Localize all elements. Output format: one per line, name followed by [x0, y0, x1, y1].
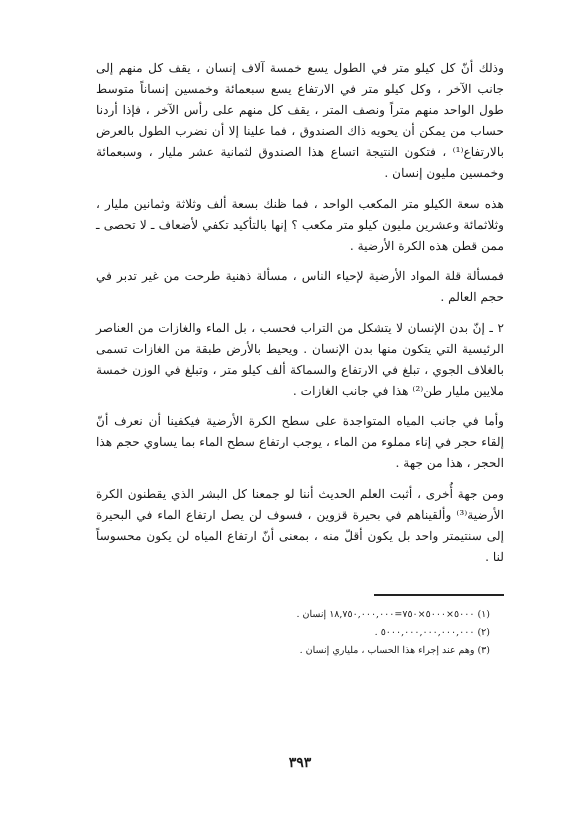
body-paragraph: وذلك أنّ كل كيلو متر في الطول يسع خمسة آلاف إنسان ، يقف كل منهم إلى جانب الآخر ، وكل كيلو متر في الارتفاع يسع سبعمائة وخمسين إنساناً متوسط طول الواحد منهم متراً ونصف المتر ، يقف كل منهم على رأس الآخر ، فإذا أردنا حساب من يمكن أن يحويه ذاك الصندوق ، فما علينا إلا أن نضرب الطول بالعرض بالارتفاع⁽¹⁾ ، فتكون النتيجة اتساع هذا الصندوق لثمانية عشر مليار ، وسبعمائة وخمسين مليون إنسان . [96, 61, 504, 180]
footnote-divider [374, 594, 504, 596]
body-paragraph: هذه سعة الكيلو متر المكعب الواحد ، فما ظنك بسعة ألف وثلاثة وثمانين مليار ، وثلاثمائة وعشرين مليون كيلو متر مكعب ؟ إنها بالتأكيد تكفي لأضعاف ـ لا تحصى ـ ممن قطن هذه الكرة الأرضية . [96, 197, 504, 253]
body-paragraph: وأما في جانب المياه المتواجدة على سطح الكرة الأرضية فيكفينا أن نعرف أنّ إلقاء حجر في إناء مملوء من الماء ، يوجب ارتفاع سطح الماء بما يساوي حجم هذا الحجر ، هذا من جهة . [96, 414, 504, 470]
body-paragraph: ٢ ـ إنّ بدن الإنسان لا يتشكل من التراب فحسب ، بل الماء والغازات من العناصر الرئيسية التي يتكون منها بدن الإنسان . ويحيط بالأرض طبقة من الغازات تسمى بالغلاف الجوي ، تبلغ في الارتفاع والسماكة ألف كيلو متر ، وتبلغ في الوزن خمسة ملايين مليار طن⁽²⁾ هذا في جانب الغازات . [96, 321, 504, 398]
page-number: ٣٩٣ [288, 755, 312, 771]
footnote: (٢) ٥٠٠٠,٠٠٠,٠٠٠,٠٠٠,٠٠٠ . [374, 627, 490, 638]
body-paragraph: ومن جهة أُخرى ، أثبت العلم الحديث أننا لو جمعنا كل البشر الذي يقطنون الكرة الأرضية⁽³⁾ وألقيناهم في بحيرة قزوين ، فسوف لن يصل ارتفاع الماء في البحيرة إلى سنتيمتر واحد بل يكون أقلّ منه ، بمعنى أنّ ارتفاع المياه لن يكون محسوساً لنا . [96, 487, 504, 564]
footnote: (٣) وهم عند إجراء هذا الحساب ، ملياري إنسان . [299, 645, 490, 656]
document-page [96, 58, 504, 788]
body-paragraph: فمسألة قلة المواد الأرضية لإحياء الناس ، مسألة ذهنية طرحت من غير تدبر في حجم العالم . [96, 269, 504, 304]
footnote: (١) ٥٠٠٠×٥٠٠٠×٧٥٠=١٨,٧٥٠,٠٠٠,٠٠٠ إنسان . [296, 609, 490, 620]
